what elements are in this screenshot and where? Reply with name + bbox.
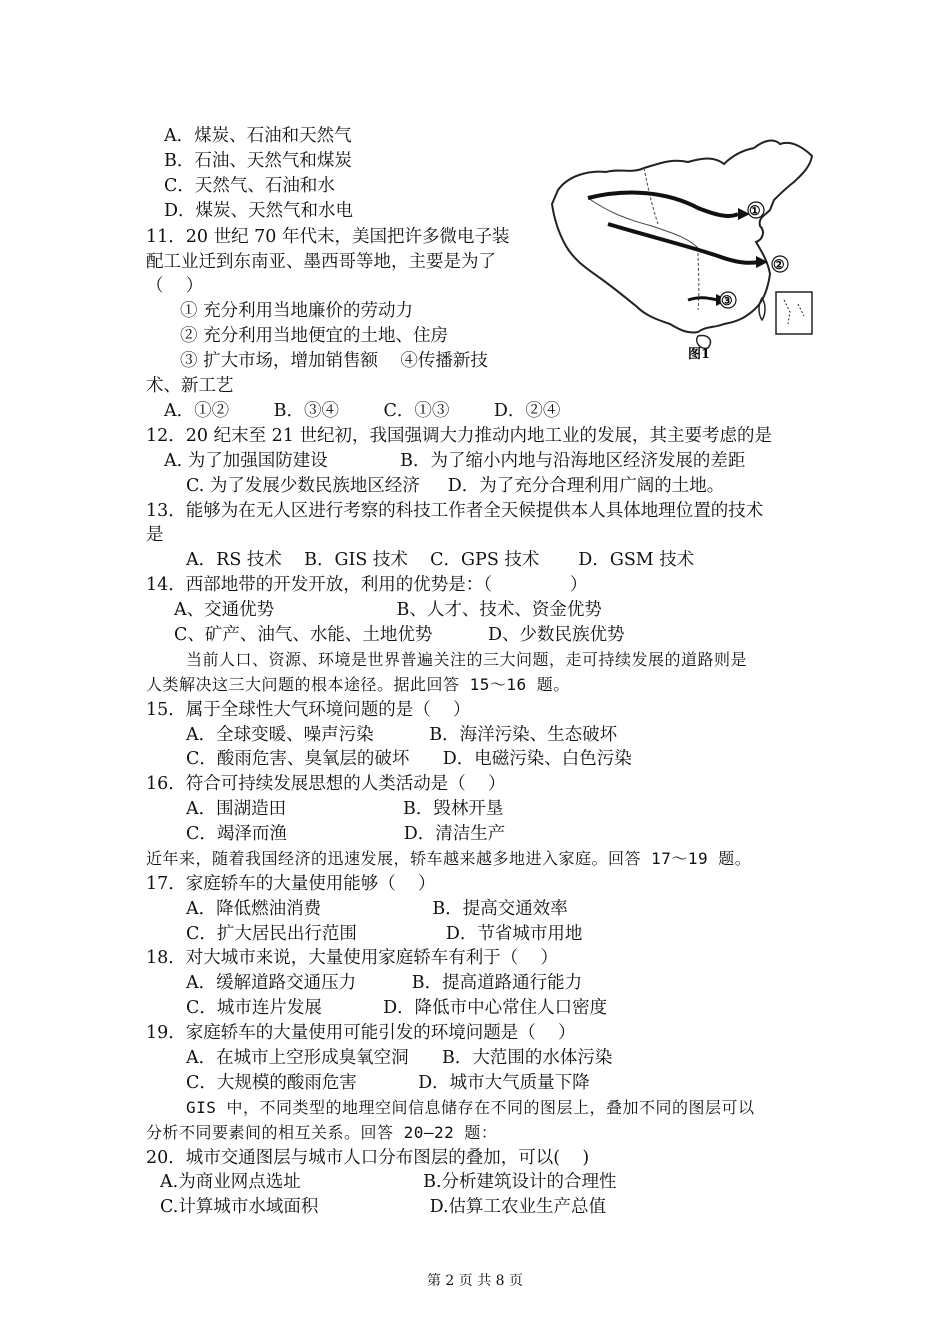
q19-stem: 19．家庭轿车的大量使用可能引发的环境问题是（ ） bbox=[146, 1023, 576, 1043]
page-footer: 第 2 页 共 8 页 bbox=[426, 1273, 524, 1289]
intro-15-16-line2: 人类解决这三大问题的根本途径。据此回答 15～16 题。 bbox=[146, 675, 570, 694]
q18-options-cd: C．城市连片发展 D．降低市中心常住人口密度 bbox=[186, 998, 608, 1018]
q14-options-cd: C、矿产、油气、水能、土地优势 D、少数民族优势 bbox=[174, 625, 625, 645]
q17-options-ab: A．降低燃油消费 B．提高交通效率 bbox=[186, 899, 568, 919]
intro-20-22-line1: GIS 中，不同类型的地理空间信息储存在不同的图层上，叠加不同的图层可以 bbox=[186, 1098, 755, 1117]
q12-stem: 12．20 纪末至 21 世纪初，我国强调大力推动内地工业的发展，其主要考虑的是 bbox=[146, 426, 772, 446]
q15-stem: 15．属于全球性大气环境问题的是（ ） bbox=[146, 700, 471, 720]
q11-statement-2: ② 充分利用当地便宜的土地、住房 bbox=[180, 326, 449, 346]
china-outline bbox=[552, 141, 812, 333]
q13-stem-line2: 是 bbox=[146, 525, 164, 545]
q11-stem-line1: 11．20 世纪 70 年代末，美国把许多微电子装 bbox=[146, 227, 510, 247]
q17-options-cd: C．扩大居民出行范围 D．节省城市用地 bbox=[186, 924, 583, 944]
q15-options-ab: A．全球变暖、噪声污染 B．海洋污染、生态破坏 bbox=[186, 725, 618, 745]
flow-arrow-3 bbox=[688, 298, 718, 300]
flow-arrow-1 bbox=[588, 193, 738, 216]
q18-options-ab: A．缓解道路交通压力 B．提高道路通行能力 bbox=[186, 973, 583, 993]
south-sea-inset bbox=[776, 292, 812, 334]
q18-stem: 18．对大城市来说，大量使用家庭轿车有利于（ ） bbox=[146, 948, 559, 968]
q11-stem-line3: （ ） bbox=[146, 276, 204, 296]
marker-3: ③ bbox=[721, 294, 733, 309]
q20-options-ab: A.为商业网点选址 B.分析建筑设计的合理性 bbox=[160, 1172, 617, 1192]
q16-options-cd: C．竭泽而渔 D．清洁生产 bbox=[186, 824, 506, 844]
arrowhead-2 bbox=[756, 256, 768, 268]
inset-dashes bbox=[784, 300, 804, 324]
q10-option-c: C．天然气、石油和水 bbox=[164, 176, 335, 196]
q20-options-cd: C.计算城市水域面积 D.估算工农业生产总值 bbox=[160, 1197, 607, 1217]
q11-statement-4: 术、新工艺 bbox=[146, 376, 234, 396]
intro-17-19: 近年来，随着我国经济的迅速发展，轿车越来越多地进入家庭。回答 17～19 题。 bbox=[146, 849, 752, 868]
q16-stem: 16．符合可持续发展思想的人类活动是（ ） bbox=[146, 774, 506, 794]
marker-1: ① bbox=[749, 204, 761, 219]
q15-options-cd: C．酸雨危害、臭氧层的破坏 D．电磁污染、白色污染 bbox=[186, 749, 632, 769]
q13-stem-line1: 13．能够为在无人区进行考察的科技工作者全天候提供本人具体地理位置的技术 bbox=[146, 501, 764, 521]
q11-options: A．①② B．③④ C．①③ D．②④ bbox=[164, 401, 561, 421]
intro-15-16-line1: 当前人口、资源、环境是世界普遍关注的三大问题，走可持续发展的道路则是 bbox=[186, 650, 748, 669]
q11-statement-1: ① 充分利用当地廉价的劳动力 bbox=[180, 301, 414, 321]
q19-options-ab: A．在城市上空形成臭氧空洞 B．大范围的水体污染 bbox=[186, 1048, 613, 1068]
q17-stem: 17．家庭轿车的大量使用能够（ ） bbox=[146, 874, 436, 894]
inner-boundary-1 bbox=[588, 198, 698, 248]
q10-option-b: B．石油、天然气和煤炭 bbox=[164, 151, 352, 171]
q14-stem: 14．西部地带的开发开放，利用的优势是：（ ） bbox=[146, 575, 588, 595]
inner-boundary-3 bbox=[698, 248, 699, 310]
q11-statement-3: ③ 扩大市场，增加销售额 ④传播新技 bbox=[180, 351, 488, 371]
q10-option-d: D．煤炭、天然气和水电 bbox=[164, 201, 354, 221]
intro-20-22-line2: 分析不同要素间的相互关系。回答 20—22 题： bbox=[146, 1123, 498, 1142]
q12-options-ab: A. 为了加强国防建设 B．为了缩小内地与沿海地区经济发展的差距 bbox=[164, 451, 746, 471]
china-map-figure bbox=[548, 128, 820, 364]
q16-options-ab: A．围湖造田 B．毁林开垦 bbox=[186, 799, 504, 819]
q14-options-ab: A、交通优势 B、人才、技术、资金优势 bbox=[174, 600, 602, 620]
q12-options-cd: C. 为了发展少数民族地区经济 D．为了充分合理利用广阔的土地。 bbox=[186, 476, 725, 496]
q20-stem: 20．城市交通图层与城市人口分布图层的叠加，可以( ) bbox=[146, 1148, 590, 1168]
q19-options-cd: C．大规模的酸雨危害 D．城市大气质量下降 bbox=[186, 1073, 590, 1093]
q11-stem-line2: 配工业迁到东南亚、墨西哥等地，主要是为了 bbox=[146, 252, 496, 272]
flow-arrow-2 bbox=[608, 224, 758, 263]
q10-option-a: A．煤炭、石油和天然气 bbox=[164, 126, 352, 146]
figure-caption: 图1 bbox=[688, 347, 711, 362]
marker-2: ② bbox=[773, 258, 785, 273]
q13-options: A．RS 技术 B．GIS 技术 C．GPS 技术 D．GSM 技术 bbox=[186, 550, 695, 570]
